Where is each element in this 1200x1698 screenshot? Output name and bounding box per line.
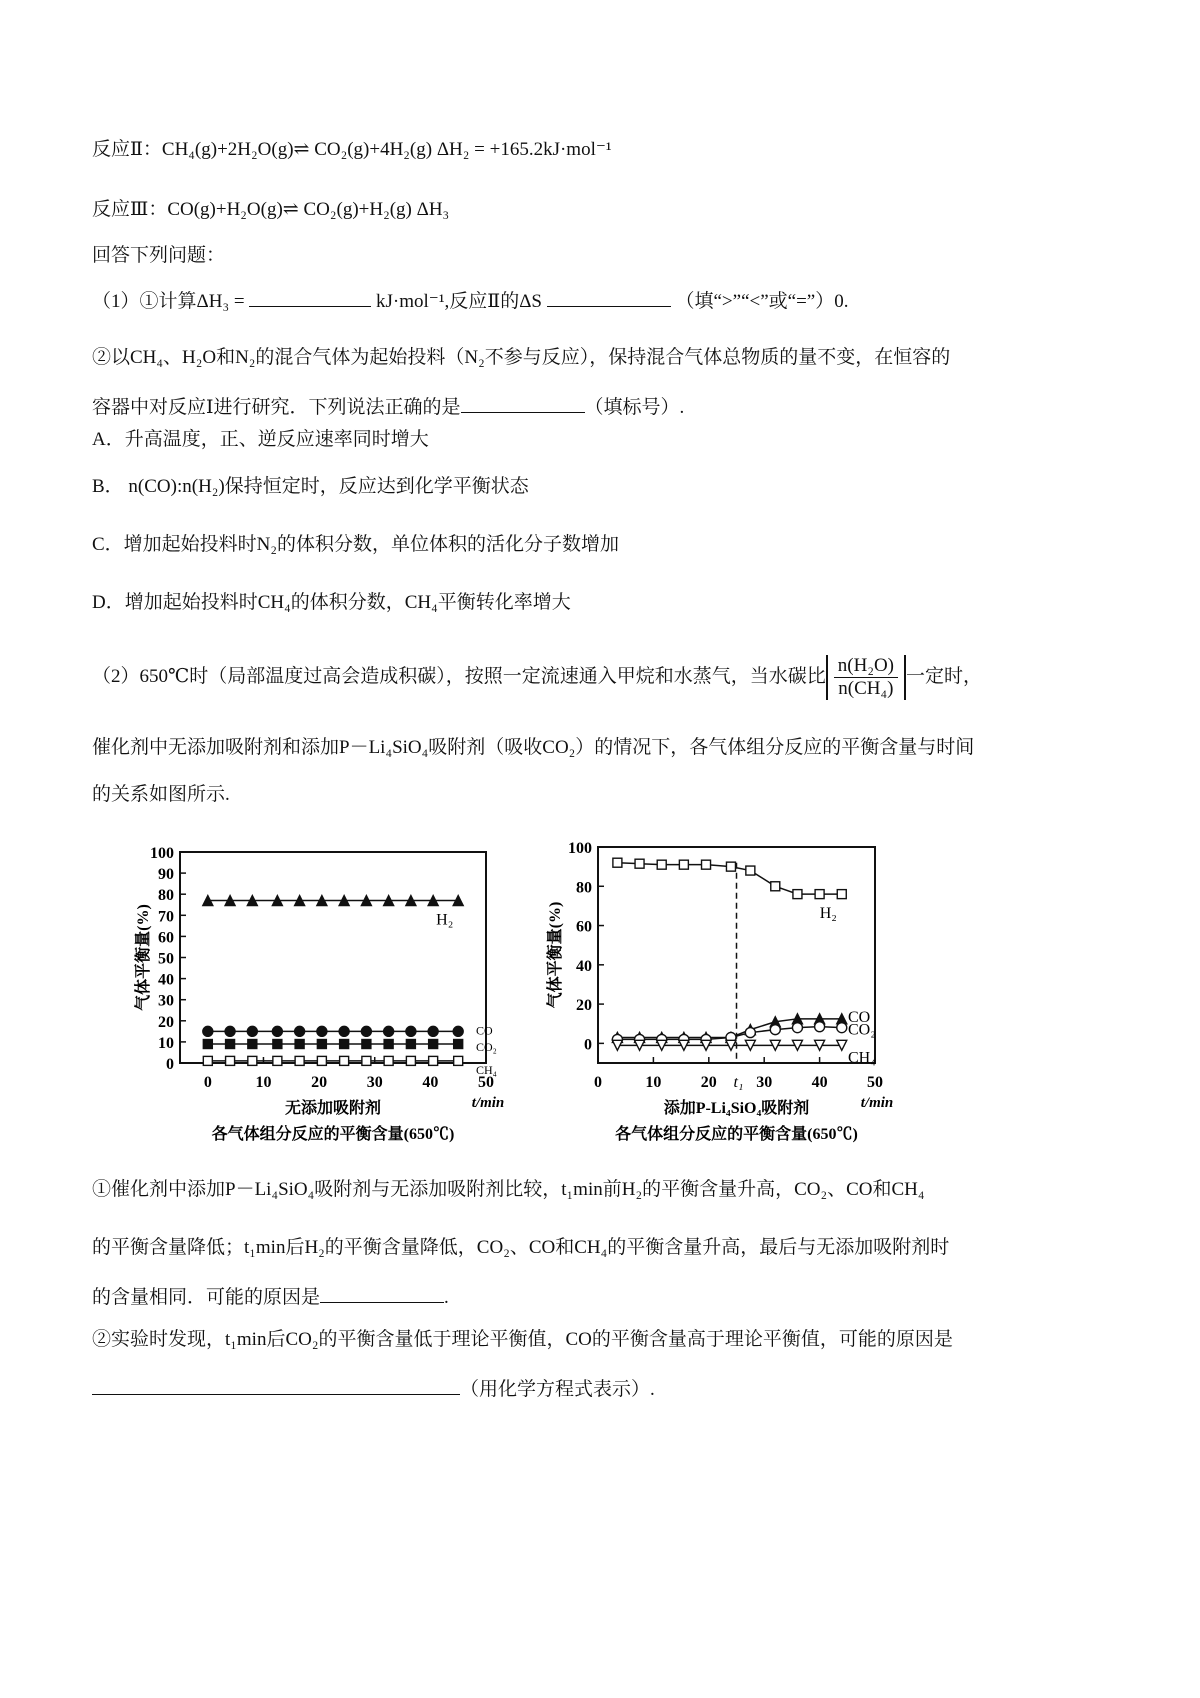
question-2-line1 — [92, 650, 982, 704]
data-point — [792, 1023, 802, 1033]
data-point — [746, 866, 755, 875]
q1b-text: 容器中对反应Ⅰ进行研究．下列说法正确的是 — [92, 397, 461, 418]
chart-caption-2: 各气体组分反应的平衡含量(650℃) — [211, 1126, 455, 1143]
y-axis-label: 气体平衡量(%) — [547, 901, 564, 1009]
data-point — [339, 1026, 349, 1036]
series-label: CH₄ — [848, 1049, 876, 1067]
data-point — [384, 1026, 394, 1036]
ratio-denominator: n(CH₄) — [838, 677, 894, 699]
data-point — [613, 858, 622, 867]
y-tick-label: 60 — [576, 918, 592, 936]
option-b: B． n(CO):n(H₂)保持恒定时，反应达到化学平衡状态 — [92, 476, 529, 497]
data-point — [406, 1040, 415, 1049]
x-tick-label: 30 — [756, 1074, 773, 1091]
x-tick-label: 20 — [311, 1074, 328, 1091]
question-2-2-line1: ②实验时发现，t₁min后CO₂的平衡含量低于理论平衡值，CO的平衡含量高于理论平衡值，可能的原因是 — [92, 1329, 953, 1350]
data-point — [203, 1026, 213, 1036]
data-point — [225, 1026, 235, 1036]
y-tick-label: 100 — [150, 845, 174, 862]
question-2-line3: 的关系如图所示. — [92, 784, 230, 805]
question-1-2-line1: ②以CH₄、H₂O和N₂的混合气体为起始投料（N₂不参与反应），保持混合气体总物质的量不变，在恒容的 — [92, 347, 951, 368]
data-point — [406, 1056, 415, 1065]
data-point — [815, 1022, 825, 1032]
data-point — [771, 882, 780, 891]
series-label: CO — [848, 1008, 871, 1026]
answer-blank[interactable] — [320, 1284, 444, 1303]
data-point — [226, 1056, 235, 1065]
question-2-1-line2: 的平衡含量降低；t₁min后H₂的平衡含量降低，CO₂、CO和CH₄的平衡含量升高，最后与无添加吸附剂时 — [92, 1237, 950, 1258]
q2-text: （2）650℃时（局部温度过高会造成积碳），按照一定流速通入甲烷和水蒸气，当水碳比 — [92, 666, 826, 687]
data-point — [295, 1056, 304, 1065]
x-axis-label: t/min — [471, 1095, 505, 1111]
data-point — [679, 860, 688, 869]
series-label: CO₂ — [476, 1040, 497, 1055]
q2a-text: 的含量相同．可能的原因是 — [92, 1287, 321, 1308]
data-point — [247, 1026, 257, 1036]
x-axis-label: t/min — [860, 1095, 894, 1111]
y-tick-label: 40 — [158, 971, 174, 989]
series-label: H₂ — [436, 911, 454, 929]
q2b-text-end: （用化学方程式表示）. — [460, 1379, 655, 1400]
data-point — [203, 1056, 212, 1065]
data-point — [726, 862, 735, 871]
y-tick-label: 30 — [158, 992, 174, 1010]
question-1-2-line2 — [92, 394, 684, 420]
t1-label: t₁ — [733, 1074, 744, 1091]
data-point — [837, 890, 846, 899]
y-tick-label: 80 — [576, 879, 592, 897]
data-point — [837, 1023, 847, 1033]
data-point — [429, 1056, 438, 1065]
data-point — [340, 1056, 349, 1065]
answer-blank[interactable] — [92, 1376, 460, 1395]
data-point — [272, 1026, 282, 1036]
data-point — [454, 1056, 463, 1065]
reaction-2: 反应Ⅱ：CH₄(g)+2H₂O(g)⇌ CO₂(g)+4H₂(g) ΔH₂ = +165.2kJ·mol⁻¹ — [92, 139, 612, 160]
data-point — [406, 1026, 416, 1036]
data-point — [384, 1040, 393, 1049]
data-point — [317, 1026, 327, 1036]
data-point — [453, 1026, 463, 1036]
data-point — [429, 1040, 438, 1049]
instruction: 回答下列问题： — [92, 245, 226, 266]
data-point — [203, 1040, 212, 1049]
q2a-text-end: . — [444, 1287, 449, 1308]
data-point — [362, 1056, 371, 1065]
data-point — [317, 1040, 326, 1049]
y-tick-label: 70 — [158, 908, 174, 926]
y-tick-label: 40 — [576, 957, 592, 975]
q1-text-a: （1）①计算ΔH₃ = — [92, 291, 245, 312]
data-point — [273, 1056, 282, 1065]
y-tick-label: 20 — [576, 997, 592, 1015]
data-point — [362, 1040, 371, 1049]
data-point — [248, 1040, 257, 1049]
data-point — [793, 890, 802, 899]
data-point — [361, 1026, 371, 1036]
data-point — [273, 1040, 282, 1049]
y-tick-label: 80 — [158, 887, 174, 905]
data-point — [815, 890, 824, 899]
data-point — [702, 860, 711, 869]
series-label: CH₄ — [476, 1062, 497, 1077]
q2-text-end: 一定时， — [906, 666, 983, 687]
q1-text-c: （填“>”“<”或“=”）0. — [675, 291, 849, 312]
q1-text-b: kJ·mol⁻¹,反应Ⅱ的ΔS — [376, 291, 542, 312]
y-tick-label: 60 — [158, 929, 174, 947]
data-point — [295, 1040, 304, 1049]
series-label: CO₂ — [848, 1021, 876, 1039]
chart-caption-1: 添加P-Li₄SiO₄吸附剂 — [663, 1100, 810, 1117]
data-point — [745, 1028, 755, 1038]
ratio-numerator: n(H₂O) — [834, 655, 898, 678]
data-point — [384, 1056, 393, 1065]
x-tick-label: 10 — [645, 1074, 662, 1091]
option-d: D．增加起始投料时CH₄的体积分数，CH₄平衡转化率增大 — [92, 592, 571, 613]
question-2-1-line3 — [92, 1284, 449, 1310]
y-tick-label: 20 — [158, 1013, 174, 1031]
data-point — [317, 1056, 326, 1065]
data-point — [248, 1056, 257, 1065]
data-point — [454, 1040, 463, 1049]
answer-blank[interactable] — [461, 394, 585, 413]
data-point — [635, 859, 644, 868]
charts-figure — [0, 830, 1200, 1160]
x-tick-label: 30 — [366, 1074, 383, 1091]
data-point — [340, 1040, 349, 1049]
x-tick-label: 0 — [203, 1074, 212, 1091]
reaction-3: 反应Ⅲ：CO(g)+H₂O(g)⇌ CO₂(g)+H₂(g) ΔH₃ — [92, 199, 450, 220]
question-2-2-line2 — [92, 1376, 655, 1402]
chart-caption-1: 无添加吸附剂 — [284, 1100, 382, 1117]
y-tick-label: 0 — [584, 1036, 592, 1054]
y-tick-label: 90 — [158, 866, 174, 884]
y-tick-label: 100 — [568, 840, 592, 857]
x-tick-label: 20 — [700, 1074, 717, 1091]
data-point — [657, 860, 666, 869]
q1b-text-end: （填标号）. — [584, 397, 685, 418]
series-label: CO — [476, 1023, 493, 1038]
y-tick-label: 50 — [158, 950, 174, 968]
x-tick-label: 40 — [422, 1074, 439, 1091]
y-tick-label: 0 — [166, 1056, 174, 1073]
chart-caption-2: 各气体组分反应的平衡含量(650℃) — [615, 1126, 858, 1143]
answer-blank[interactable] — [547, 288, 671, 307]
question-1-1 — [92, 288, 849, 314]
y-tick-label: 10 — [158, 1034, 174, 1052]
data-point — [770, 1025, 780, 1035]
answer-blank[interactable] — [249, 288, 371, 307]
x-tick-label: 0 — [594, 1074, 602, 1091]
data-point — [226, 1040, 235, 1049]
data-point — [428, 1026, 438, 1036]
question-2-line2: 催化剂中无添加吸附剂和添加P－Li₄SiO₄吸附剂（吸收CO₂）的情况下，各气体组分反应的平衡含量与时间 — [92, 737, 975, 758]
question-2-1-line1: ①催化剂中添加P－Li₄SiO₄吸附剂与无添加吸附剂比较，t₁min前H₂的平衡含量升高，CO₂、CO和CH₄ — [92, 1179, 925, 1200]
x-tick-label: 40 — [811, 1074, 828, 1091]
option-c: C．增加起始投料时N₂的体积分数，单位体积的活化分子数增加 — [92, 534, 620, 555]
series-label: H₂ — [819, 905, 837, 923]
x-tick-label: 50 — [867, 1074, 883, 1091]
x-tick-label: 50 — [478, 1074, 494, 1091]
option-a: A．升高温度，正、逆反应速率同时增大 — [92, 429, 429, 450]
data-point — [295, 1026, 305, 1036]
y-axis-label: 气体平衡量(%) — [135, 904, 152, 1011]
x-tick-label: 10 — [255, 1074, 272, 1091]
water-carbon-ratio — [826, 655, 906, 700]
